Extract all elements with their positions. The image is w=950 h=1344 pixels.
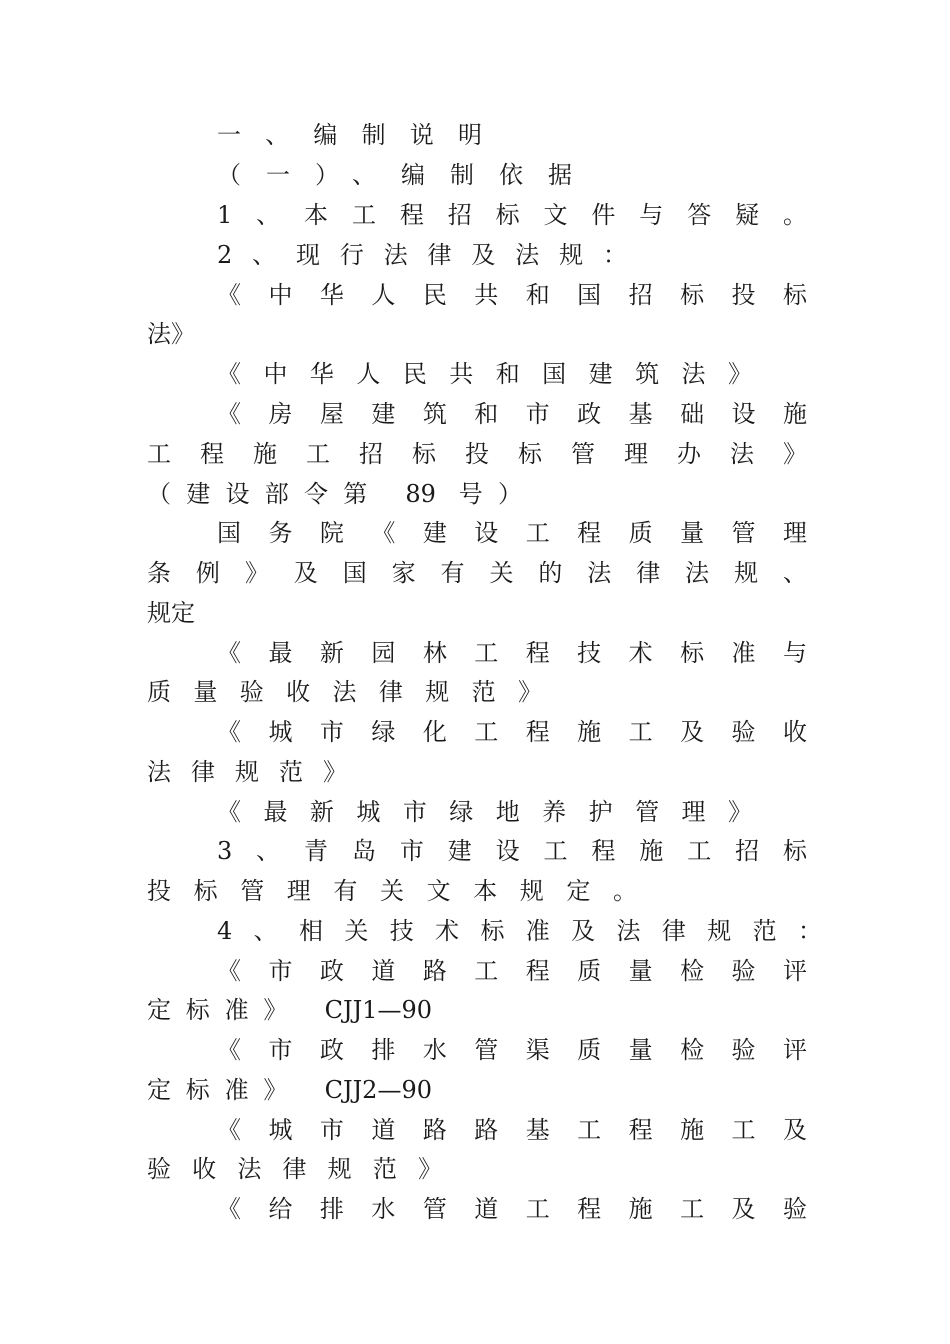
- text-line: 《市政道路工程质量检验评: [217, 957, 807, 985]
- text-line: 《城市道路路基工程施工及: [217, 1116, 807, 1144]
- text-line: 条例》及国家有关的法律法规、: [147, 559, 807, 587]
- text-line: 2、现行法律及法规：: [217, 241, 627, 269]
- text-line: 《给排水管道工程施工及验: [217, 1195, 807, 1223]
- text-line: 《中华人民共和国招标投标: [217, 281, 807, 309]
- text-line: 验收法律规范》: [147, 1155, 442, 1183]
- text-line: 《城市绿化工程施工及验收: [217, 718, 807, 746]
- text-line: 4、相关技术标准及法律规范：: [217, 917, 822, 945]
- text-line: 3、青岛市建设工程施工招标: [217, 837, 807, 865]
- text-line: 《最新城市绿地养护管理》: [217, 798, 752, 826]
- text-line: 《市政排水管渠质量检验评: [217, 1036, 807, 1064]
- section-heading: 一、编制说明: [217, 121, 482, 149]
- text-line: 1、本工程招标文件与答疑。: [217, 201, 807, 229]
- text-line: （建设部令第 89 号）: [147, 480, 522, 508]
- text-line: 法》: [147, 320, 195, 348]
- text-line: 法律规范》: [147, 758, 347, 786]
- text-line: 规定: [147, 599, 195, 627]
- text-line: 《房屋建筑和市政基础设施: [217, 400, 807, 428]
- text-line: 定标准》 CJJ2—90: [147, 1076, 432, 1104]
- text-line: 《最新园林工程技术标准与: [217, 639, 807, 667]
- text-line: 《中华人民共和国建筑法》: [217, 360, 752, 388]
- subsection-heading: （一）、编制依据: [217, 161, 572, 189]
- text-line: 工程施工招标投标管理办法》: [147, 440, 807, 468]
- text-line: 定标准》 CJJ1—90: [147, 996, 432, 1024]
- text-line: 质量验收法律规范》: [147, 678, 542, 706]
- text-line: 国务院《建设工程质量管理: [217, 519, 807, 547]
- text-line: 投标管理有关文本规定。: [147, 877, 637, 905]
